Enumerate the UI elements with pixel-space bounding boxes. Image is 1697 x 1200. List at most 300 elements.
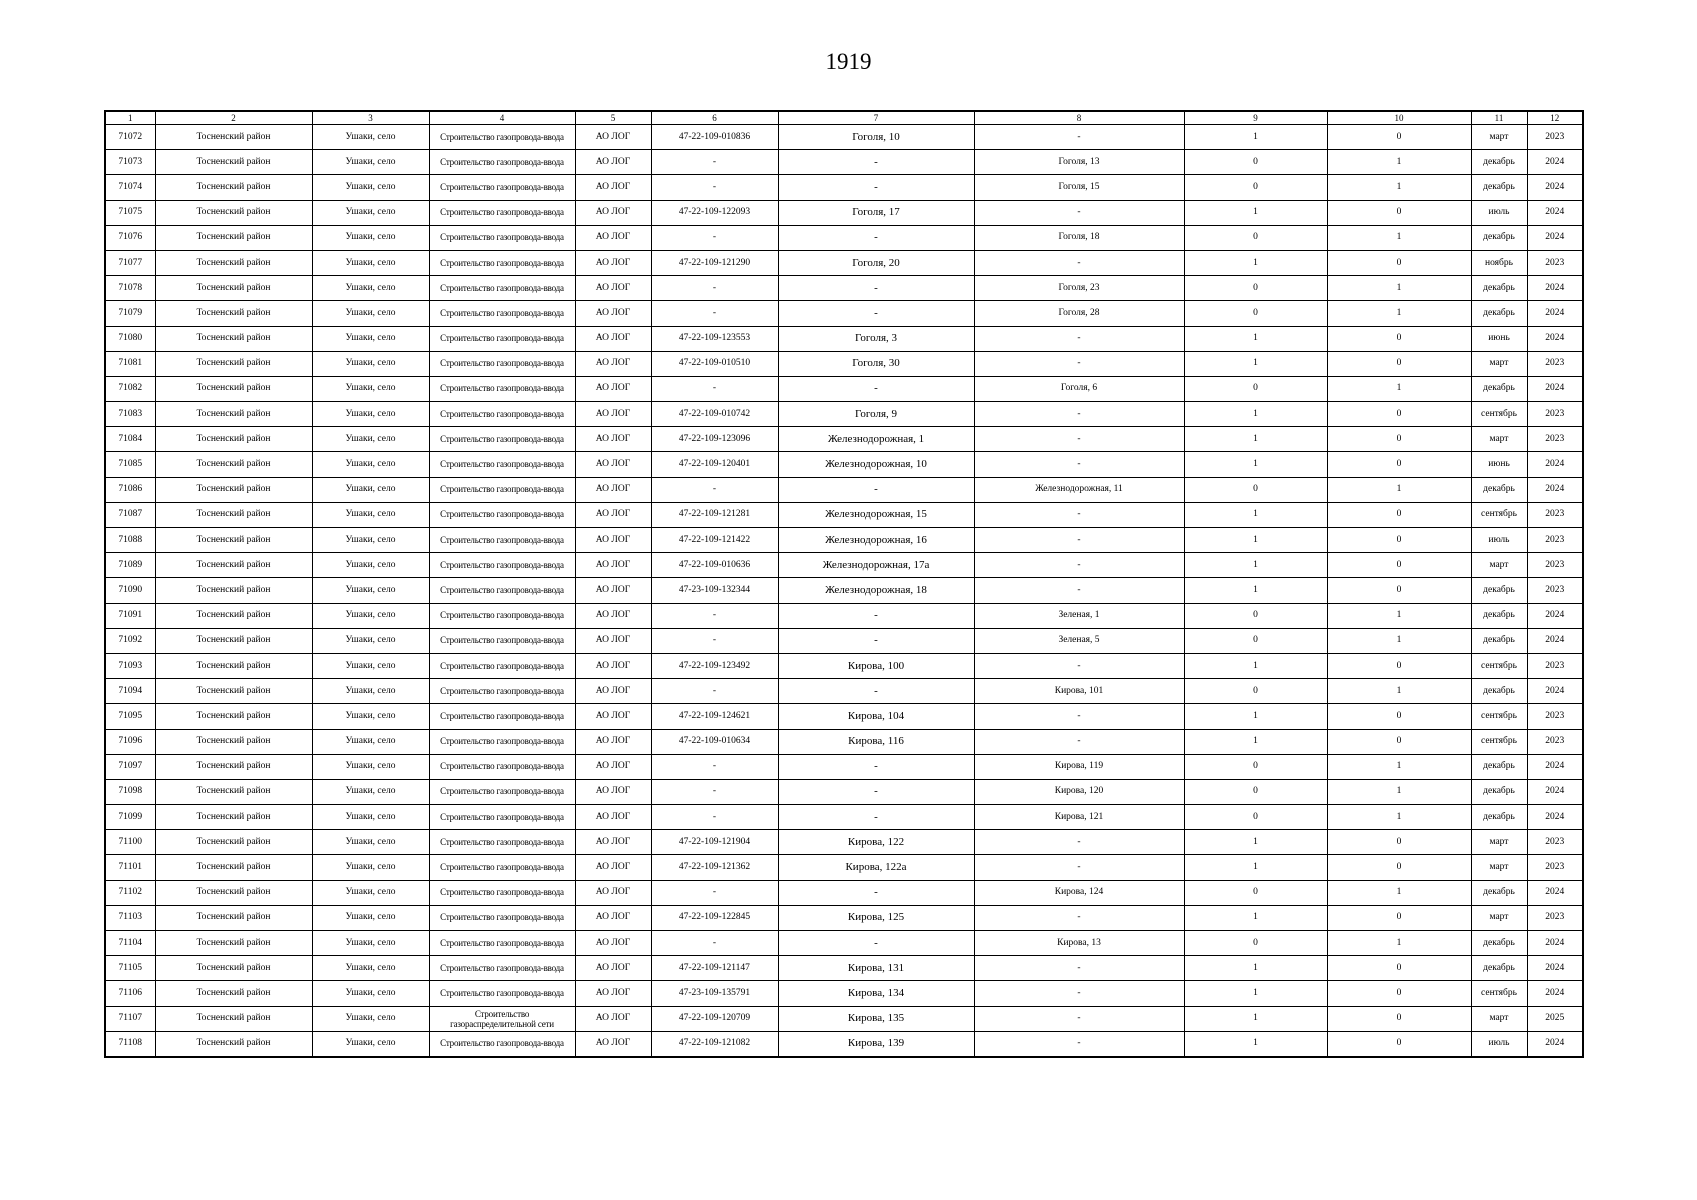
cell-organization: АО ЛОГ — [575, 276, 651, 301]
cell-cadastral-number: - — [651, 603, 778, 628]
cell-cadastral-number: 47-23-109-132344 — [651, 578, 778, 603]
cell-district: Тосненский район — [155, 351, 312, 376]
cell-year: 2024 — [1527, 326, 1583, 351]
page-number: 1919 — [825, 49, 872, 74]
table-row — [105, 1031, 1583, 1057]
cell-cadastral-number: 47-22-109-120401 — [651, 452, 778, 477]
cell-address-existing: - — [778, 880, 974, 905]
cell-district: Тосненский район — [155, 603, 312, 628]
cell-address-existing: Железнодорожная, 17а — [778, 553, 974, 578]
cell-cadastral-number: 47-22-109-010634 — [651, 729, 778, 754]
cell-cadastral-number: 47-23-109-135791 — [651, 981, 778, 1006]
cell-address-existing: Гоголя, 17 — [778, 200, 974, 225]
cell-address-planned: Железнодорожная, 11 — [974, 477, 1184, 502]
cell-count-col9: 0 — [1184, 779, 1327, 804]
cell-district: Тосненский район — [155, 981, 312, 1006]
cell-address-planned: - — [974, 427, 1184, 452]
column-number-5: 5 — [575, 111, 651, 125]
cell-year: 2024 — [1527, 477, 1583, 502]
table-row — [105, 779, 1583, 804]
cell-count-col9: 1 — [1184, 250, 1327, 275]
cell-record-id: 71094 — [105, 679, 155, 704]
cell-organization: АО ЛОГ — [575, 805, 651, 830]
cell-organization: АО ЛОГ — [575, 225, 651, 250]
cell-work-type: Строительство газопровода-ввода — [429, 175, 575, 200]
cell-work-type: Строительство газопровода-ввода — [429, 301, 575, 326]
cell-cadastral-number: 47-22-109-010742 — [651, 402, 778, 427]
cell-record-id: 71087 — [105, 502, 155, 527]
cell-address-planned: - — [974, 905, 1184, 930]
cell-count-col9: 0 — [1184, 477, 1327, 502]
cell-year: 2024 — [1527, 1031, 1583, 1057]
cell-record-id: 71081 — [105, 351, 155, 376]
table-row — [105, 528, 1583, 553]
cell-year: 2025 — [1527, 1006, 1583, 1031]
cell-organization: АО ЛОГ — [575, 956, 651, 981]
registry-table — [104, 110, 1584, 1058]
cell-record-id: 71099 — [105, 805, 155, 830]
cell-work-type: Строительство газопровода-ввода — [429, 1031, 575, 1057]
cell-organization: АО ЛОГ — [575, 628, 651, 653]
cell-address-planned: - — [974, 729, 1184, 754]
column-number-6: 6 — [651, 111, 778, 125]
cell-count-col10: 1 — [1327, 754, 1471, 779]
cell-address-existing: - — [778, 603, 974, 628]
cell-month: март — [1471, 830, 1527, 855]
cell-count-col10: 0 — [1327, 981, 1471, 1006]
cell-settlement: Ушаки, село — [312, 301, 429, 326]
cell-organization: АО ЛОГ — [575, 326, 651, 351]
cell-cadastral-number: 47-22-109-123096 — [651, 427, 778, 452]
cell-district: Тосненский район — [155, 225, 312, 250]
cell-work-type: Строительство газопровода-ввода — [429, 704, 575, 729]
table-row — [105, 427, 1583, 452]
cell-year: 2024 — [1527, 200, 1583, 225]
table-row — [105, 679, 1583, 704]
cell-settlement: Ушаки, село — [312, 528, 429, 553]
cell-district: Тосненский район — [155, 553, 312, 578]
cell-month: декабрь — [1471, 376, 1527, 401]
cell-count-col9: 1 — [1184, 1006, 1327, 1031]
cell-address-planned: - — [974, 125, 1184, 150]
cell-work-type: Строительство газопровода-ввода — [429, 553, 575, 578]
cell-settlement: Ушаки, село — [312, 653, 429, 678]
cell-district: Тосненский район — [155, 200, 312, 225]
cell-year: 2023 — [1527, 855, 1583, 880]
column-number-12: 12 — [1527, 111, 1583, 125]
cell-year: 2024 — [1527, 931, 1583, 956]
table-row — [105, 502, 1583, 527]
cell-count-col10: 0 — [1327, 704, 1471, 729]
cell-organization: АО ЛОГ — [575, 603, 651, 628]
cell-month: июнь — [1471, 326, 1527, 351]
cell-month: декабрь — [1471, 805, 1527, 830]
cell-address-existing: Железнодорожная, 16 — [778, 528, 974, 553]
cell-year: 2024 — [1527, 452, 1583, 477]
cell-address-planned: - — [974, 653, 1184, 678]
cell-record-id: 71075 — [105, 200, 155, 225]
cell-record-id: 71091 — [105, 603, 155, 628]
cell-address-existing: Кирова, 122 — [778, 830, 974, 855]
cell-work-type: Строительство газопровода-ввода — [429, 578, 575, 603]
cell-address-existing: Кирова, 139 — [778, 1031, 974, 1057]
cell-cadastral-number: - — [651, 880, 778, 905]
cell-count-col9: 0 — [1184, 754, 1327, 779]
cell-settlement: Ушаки, село — [312, 805, 429, 830]
cell-month: декабрь — [1471, 150, 1527, 175]
table-row — [105, 653, 1583, 678]
cell-count-col9: 0 — [1184, 225, 1327, 250]
cell-organization: АО ЛОГ — [575, 175, 651, 200]
cell-district: Тосненский район — [155, 452, 312, 477]
cell-organization: АО ЛОГ — [575, 351, 651, 376]
cell-year: 2023 — [1527, 427, 1583, 452]
cell-settlement: Ушаки, село — [312, 779, 429, 804]
cell-count-col9: 1 — [1184, 830, 1327, 855]
cell-count-col10: 0 — [1327, 830, 1471, 855]
cell-address-existing: Гоголя, 10 — [778, 125, 974, 150]
cell-year: 2024 — [1527, 603, 1583, 628]
cell-record-id: 71101 — [105, 855, 155, 880]
cell-record-id: 71082 — [105, 376, 155, 401]
cell-record-id: 71092 — [105, 628, 155, 653]
cell-work-type: Строительство газопровода-ввода — [429, 653, 575, 678]
cell-count-col9: 0 — [1184, 276, 1327, 301]
cell-work-type: Строительство газопровода-ввода — [429, 276, 575, 301]
cell-settlement: Ушаки, село — [312, 931, 429, 956]
column-number-9: 9 — [1184, 111, 1327, 125]
cell-settlement: Ушаки, село — [312, 402, 429, 427]
column-number-3: 3 — [312, 111, 429, 125]
cell-record-id: 71079 — [105, 301, 155, 326]
cell-work-type: Строительство газопровода-ввода — [429, 528, 575, 553]
column-number-1: 1 — [105, 111, 155, 125]
cell-address-existing: - — [778, 225, 974, 250]
cell-month: июль — [1471, 200, 1527, 225]
header-row — [105, 111, 1583, 125]
cell-count-col10: 1 — [1327, 225, 1471, 250]
cell-count-col9: 0 — [1184, 628, 1327, 653]
cell-organization: АО ЛОГ — [575, 754, 651, 779]
cell-address-existing: Железнодорожная, 1 — [778, 427, 974, 452]
cell-cadastral-number: 47-22-109-122845 — [651, 905, 778, 930]
cell-count-col9: 0 — [1184, 175, 1327, 200]
cell-district: Тосненский район — [155, 1006, 312, 1031]
cell-record-id: 71100 — [105, 830, 155, 855]
cell-address-existing: - — [778, 301, 974, 326]
cell-cadastral-number: 47-22-109-121422 — [651, 528, 778, 553]
cell-district: Тосненский район — [155, 276, 312, 301]
cell-cadastral-number: 47-22-109-121362 — [651, 855, 778, 880]
table-row — [105, 402, 1583, 427]
cell-record-id: 71089 — [105, 553, 155, 578]
cell-month: декабрь — [1471, 603, 1527, 628]
cell-work-type: Строительство газопровода-ввода — [429, 351, 575, 376]
cell-count-col10: 1 — [1327, 931, 1471, 956]
cell-count-col10: 1 — [1327, 628, 1471, 653]
cell-district: Тосненский район — [155, 150, 312, 175]
cell-count-col9: 1 — [1184, 855, 1327, 880]
table-row — [105, 351, 1583, 376]
cell-organization: АО ЛОГ — [575, 553, 651, 578]
cell-month: декабрь — [1471, 754, 1527, 779]
cell-year: 2024 — [1527, 956, 1583, 981]
table-header — [105, 111, 1583, 125]
cell-count-col10: 1 — [1327, 301, 1471, 326]
cell-record-id: 71098 — [105, 779, 155, 804]
cell-work-type: Строительство газопровода-ввода — [429, 376, 575, 401]
cell-cadastral-number: 47-22-109-010636 — [651, 553, 778, 578]
cell-settlement: Ушаки, село — [312, 502, 429, 527]
cell-month: декабрь — [1471, 679, 1527, 704]
cell-address-planned: - — [974, 402, 1184, 427]
cell-district: Тосненский район — [155, 1031, 312, 1057]
cell-cadastral-number: - — [651, 276, 778, 301]
cell-address-planned: Зеленая, 1 — [974, 603, 1184, 628]
cell-district: Тосненский район — [155, 477, 312, 502]
cell-address-planned: Гоголя, 15 — [974, 175, 1184, 200]
cell-record-id: 71105 — [105, 956, 155, 981]
table-row — [105, 880, 1583, 905]
cell-work-type: Строительство газопровода-ввода — [429, 603, 575, 628]
cell-count-col9: 0 — [1184, 301, 1327, 326]
cell-district: Тосненский район — [155, 880, 312, 905]
table-body — [105, 125, 1583, 1057]
cell-count-col10: 0 — [1327, 250, 1471, 275]
cell-organization: АО ЛОГ — [575, 528, 651, 553]
cell-cadastral-number: - — [651, 376, 778, 401]
cell-settlement: Ушаки, село — [312, 351, 429, 376]
cell-count-col10: 0 — [1327, 402, 1471, 427]
cell-record-id: 71096 — [105, 729, 155, 754]
cell-address-existing: - — [778, 805, 974, 830]
cell-organization: АО ЛОГ — [575, 250, 651, 275]
cell-address-planned: Гоголя, 6 — [974, 376, 1184, 401]
cell-district: Тосненский район — [155, 628, 312, 653]
cell-work-type: Строительство газопровода-ввода — [429, 427, 575, 452]
cell-settlement: Ушаки, село — [312, 452, 429, 477]
table-row — [105, 729, 1583, 754]
cell-district: Тосненский район — [155, 830, 312, 855]
cell-cadastral-number: 47-22-109-010510 — [651, 351, 778, 376]
cell-count-col10: 1 — [1327, 276, 1471, 301]
cell-month: декабрь — [1471, 956, 1527, 981]
cell-count-col9: 1 — [1184, 351, 1327, 376]
cell-count-col9: 0 — [1184, 805, 1327, 830]
table-row — [105, 603, 1583, 628]
cell-district: Тосненский район — [155, 679, 312, 704]
cell-settlement: Ушаки, село — [312, 553, 429, 578]
cell-address-existing: - — [778, 150, 974, 175]
cell-cadastral-number: 47-22-109-122093 — [651, 200, 778, 225]
cell-record-id: 71106 — [105, 981, 155, 1006]
cell-district: Тосненский район — [155, 931, 312, 956]
cell-count-col10: 0 — [1327, 905, 1471, 930]
table-row — [105, 1006, 1583, 1031]
cell-address-planned: Кирова, 101 — [974, 679, 1184, 704]
cell-month: декабрь — [1471, 628, 1527, 653]
cell-district: Тосненский район — [155, 805, 312, 830]
cell-organization: АО ЛОГ — [575, 402, 651, 427]
cell-cadastral-number: - — [651, 628, 778, 653]
cell-address-planned: - — [974, 326, 1184, 351]
cell-district: Тосненский район — [155, 905, 312, 930]
cell-address-planned: - — [974, 578, 1184, 603]
cell-count-col9: 1 — [1184, 528, 1327, 553]
cell-district: Тосненский район — [155, 376, 312, 401]
cell-settlement: Ушаки, село — [312, 905, 429, 930]
cell-cadastral-number: 47-22-109-121904 — [651, 830, 778, 855]
cell-address-planned: - — [974, 981, 1184, 1006]
table-row — [105, 855, 1583, 880]
cell-work-type: Строительство газопровода-ввода — [429, 729, 575, 754]
cell-work-type: Строительство газопровода-ввода — [429, 905, 575, 930]
cell-organization: АО ЛОГ — [575, 301, 651, 326]
column-number-11: 11 — [1471, 111, 1527, 125]
cell-year: 2023 — [1527, 830, 1583, 855]
cell-record-id: 71093 — [105, 653, 155, 678]
cell-district: Тосненский район — [155, 578, 312, 603]
cell-district: Тосненский район — [155, 754, 312, 779]
cell-year: 2023 — [1527, 250, 1583, 275]
table-row — [105, 704, 1583, 729]
cell-record-id: 71074 — [105, 175, 155, 200]
cell-record-id: 71085 — [105, 452, 155, 477]
cell-work-type: Строительство газопровода-ввода — [429, 502, 575, 527]
cell-count-col9: 0 — [1184, 376, 1327, 401]
cell-organization: АО ЛОГ — [575, 880, 651, 905]
table-row — [105, 805, 1583, 830]
cell-count-col9: 1 — [1184, 452, 1327, 477]
cell-address-planned: - — [974, 200, 1184, 225]
cell-work-type: Строительство газопровода-ввода — [429, 250, 575, 275]
cell-address-existing: Кирова, 100 — [778, 653, 974, 678]
cell-month: ноябрь — [1471, 250, 1527, 275]
cell-count-col9: 1 — [1184, 905, 1327, 930]
cell-count-col9: 0 — [1184, 931, 1327, 956]
cell-month: декабрь — [1471, 276, 1527, 301]
cell-month: сентябрь — [1471, 704, 1527, 729]
cell-address-planned: Зеленая, 5 — [974, 628, 1184, 653]
cell-work-type: Строительство газопровода-ввода — [429, 679, 575, 704]
cell-organization: АО ЛОГ — [575, 704, 651, 729]
cell-address-existing: Кирова, 135 — [778, 1006, 974, 1031]
cell-address-planned: Гоголя, 13 — [974, 150, 1184, 175]
cell-count-col9: 1 — [1184, 200, 1327, 225]
cell-cadastral-number: 47-22-109-121290 — [651, 250, 778, 275]
column-number-2: 2 — [155, 111, 312, 125]
cell-address-planned: Кирова, 121 — [974, 805, 1184, 830]
cell-address-existing: Кирова, 122а — [778, 855, 974, 880]
table-row — [105, 376, 1583, 401]
cell-organization: АО ЛОГ — [575, 981, 651, 1006]
cell-month: декабрь — [1471, 779, 1527, 804]
cell-address-existing: Гоголя, 3 — [778, 326, 974, 351]
cell-count-col10: 0 — [1327, 956, 1471, 981]
cell-settlement: Ушаки, село — [312, 679, 429, 704]
cell-cadastral-number: - — [651, 779, 778, 804]
cell-district: Тосненский район — [155, 704, 312, 729]
cell-record-id: 71097 — [105, 754, 155, 779]
cell-cadastral-number: - — [651, 805, 778, 830]
cell-cadastral-number: - — [651, 301, 778, 326]
cell-district: Тосненский район — [155, 250, 312, 275]
cell-count-col9: 0 — [1184, 603, 1327, 628]
cell-address-planned: Кирова, 13 — [974, 931, 1184, 956]
cell-organization: АО ЛОГ — [575, 729, 651, 754]
cell-work-type: Строительство газораспределительной сети — [429, 1006, 575, 1031]
cell-month: март — [1471, 125, 1527, 150]
cell-cadastral-number: - — [651, 175, 778, 200]
cell-work-type: Строительство газопровода-ввода — [429, 326, 575, 351]
cell-address-existing: Кирова, 116 — [778, 729, 974, 754]
cell-count-col9: 1 — [1184, 956, 1327, 981]
cell-year: 2023 — [1527, 729, 1583, 754]
cell-organization: АО ЛОГ — [575, 830, 651, 855]
cell-month: декабрь — [1471, 301, 1527, 326]
cell-count-col10: 0 — [1327, 653, 1471, 678]
cell-organization: АО ЛОГ — [575, 502, 651, 527]
table-row — [105, 225, 1583, 250]
cell-cadastral-number: - — [651, 679, 778, 704]
cell-year: 2023 — [1527, 528, 1583, 553]
table-row — [105, 754, 1583, 779]
cell-work-type: Строительство газопровода-ввода — [429, 200, 575, 225]
table-row — [105, 452, 1583, 477]
table-row — [105, 200, 1583, 225]
cell-count-col9: 1 — [1184, 125, 1327, 150]
cell-cadastral-number: 47-22-109-124621 — [651, 704, 778, 729]
cell-address-existing: - — [778, 754, 974, 779]
cell-address-planned: Гоголя, 28 — [974, 301, 1184, 326]
cell-settlement: Ушаки, село — [312, 628, 429, 653]
cell-address-existing: Гоголя, 9 — [778, 402, 974, 427]
cell-month: декабрь — [1471, 175, 1527, 200]
cell-count-col10: 1 — [1327, 805, 1471, 830]
cell-record-id: 71104 — [105, 931, 155, 956]
cell-district: Тосненский район — [155, 326, 312, 351]
cell-count-col9: 1 — [1184, 402, 1327, 427]
cell-organization: АО ЛОГ — [575, 653, 651, 678]
cell-cadastral-number: - — [651, 225, 778, 250]
cell-address-existing: - — [778, 679, 974, 704]
cell-work-type: Строительство газопровода-ввода — [429, 225, 575, 250]
cell-month: декабрь — [1471, 225, 1527, 250]
cell-address-planned: - — [974, 1031, 1184, 1057]
cell-settlement: Ушаки, село — [312, 880, 429, 905]
cell-count-col9: 1 — [1184, 553, 1327, 578]
cell-organization: АО ЛОГ — [575, 477, 651, 502]
cell-cadastral-number: 47-22-109-123492 — [651, 653, 778, 678]
cell-count-col10: 0 — [1327, 553, 1471, 578]
cell-address-planned: - — [974, 452, 1184, 477]
cell-count-col10: 1 — [1327, 376, 1471, 401]
cell-year: 2023 — [1527, 502, 1583, 527]
cell-organization: АО ЛОГ — [575, 855, 651, 880]
table-row — [105, 578, 1583, 603]
cell-count-col10: 0 — [1327, 351, 1471, 376]
cell-organization: АО ЛОГ — [575, 905, 651, 930]
cell-count-col9: 1 — [1184, 326, 1327, 351]
cell-count-col10: 1 — [1327, 477, 1471, 502]
cell-address-existing: - — [778, 779, 974, 804]
table-row — [105, 326, 1583, 351]
cell-count-col10: 1 — [1327, 880, 1471, 905]
cell-work-type: Строительство газопровода-ввода — [429, 402, 575, 427]
cell-address-planned: - — [974, 553, 1184, 578]
cell-count-col10: 0 — [1327, 452, 1471, 477]
cell-count-col9: 1 — [1184, 653, 1327, 678]
